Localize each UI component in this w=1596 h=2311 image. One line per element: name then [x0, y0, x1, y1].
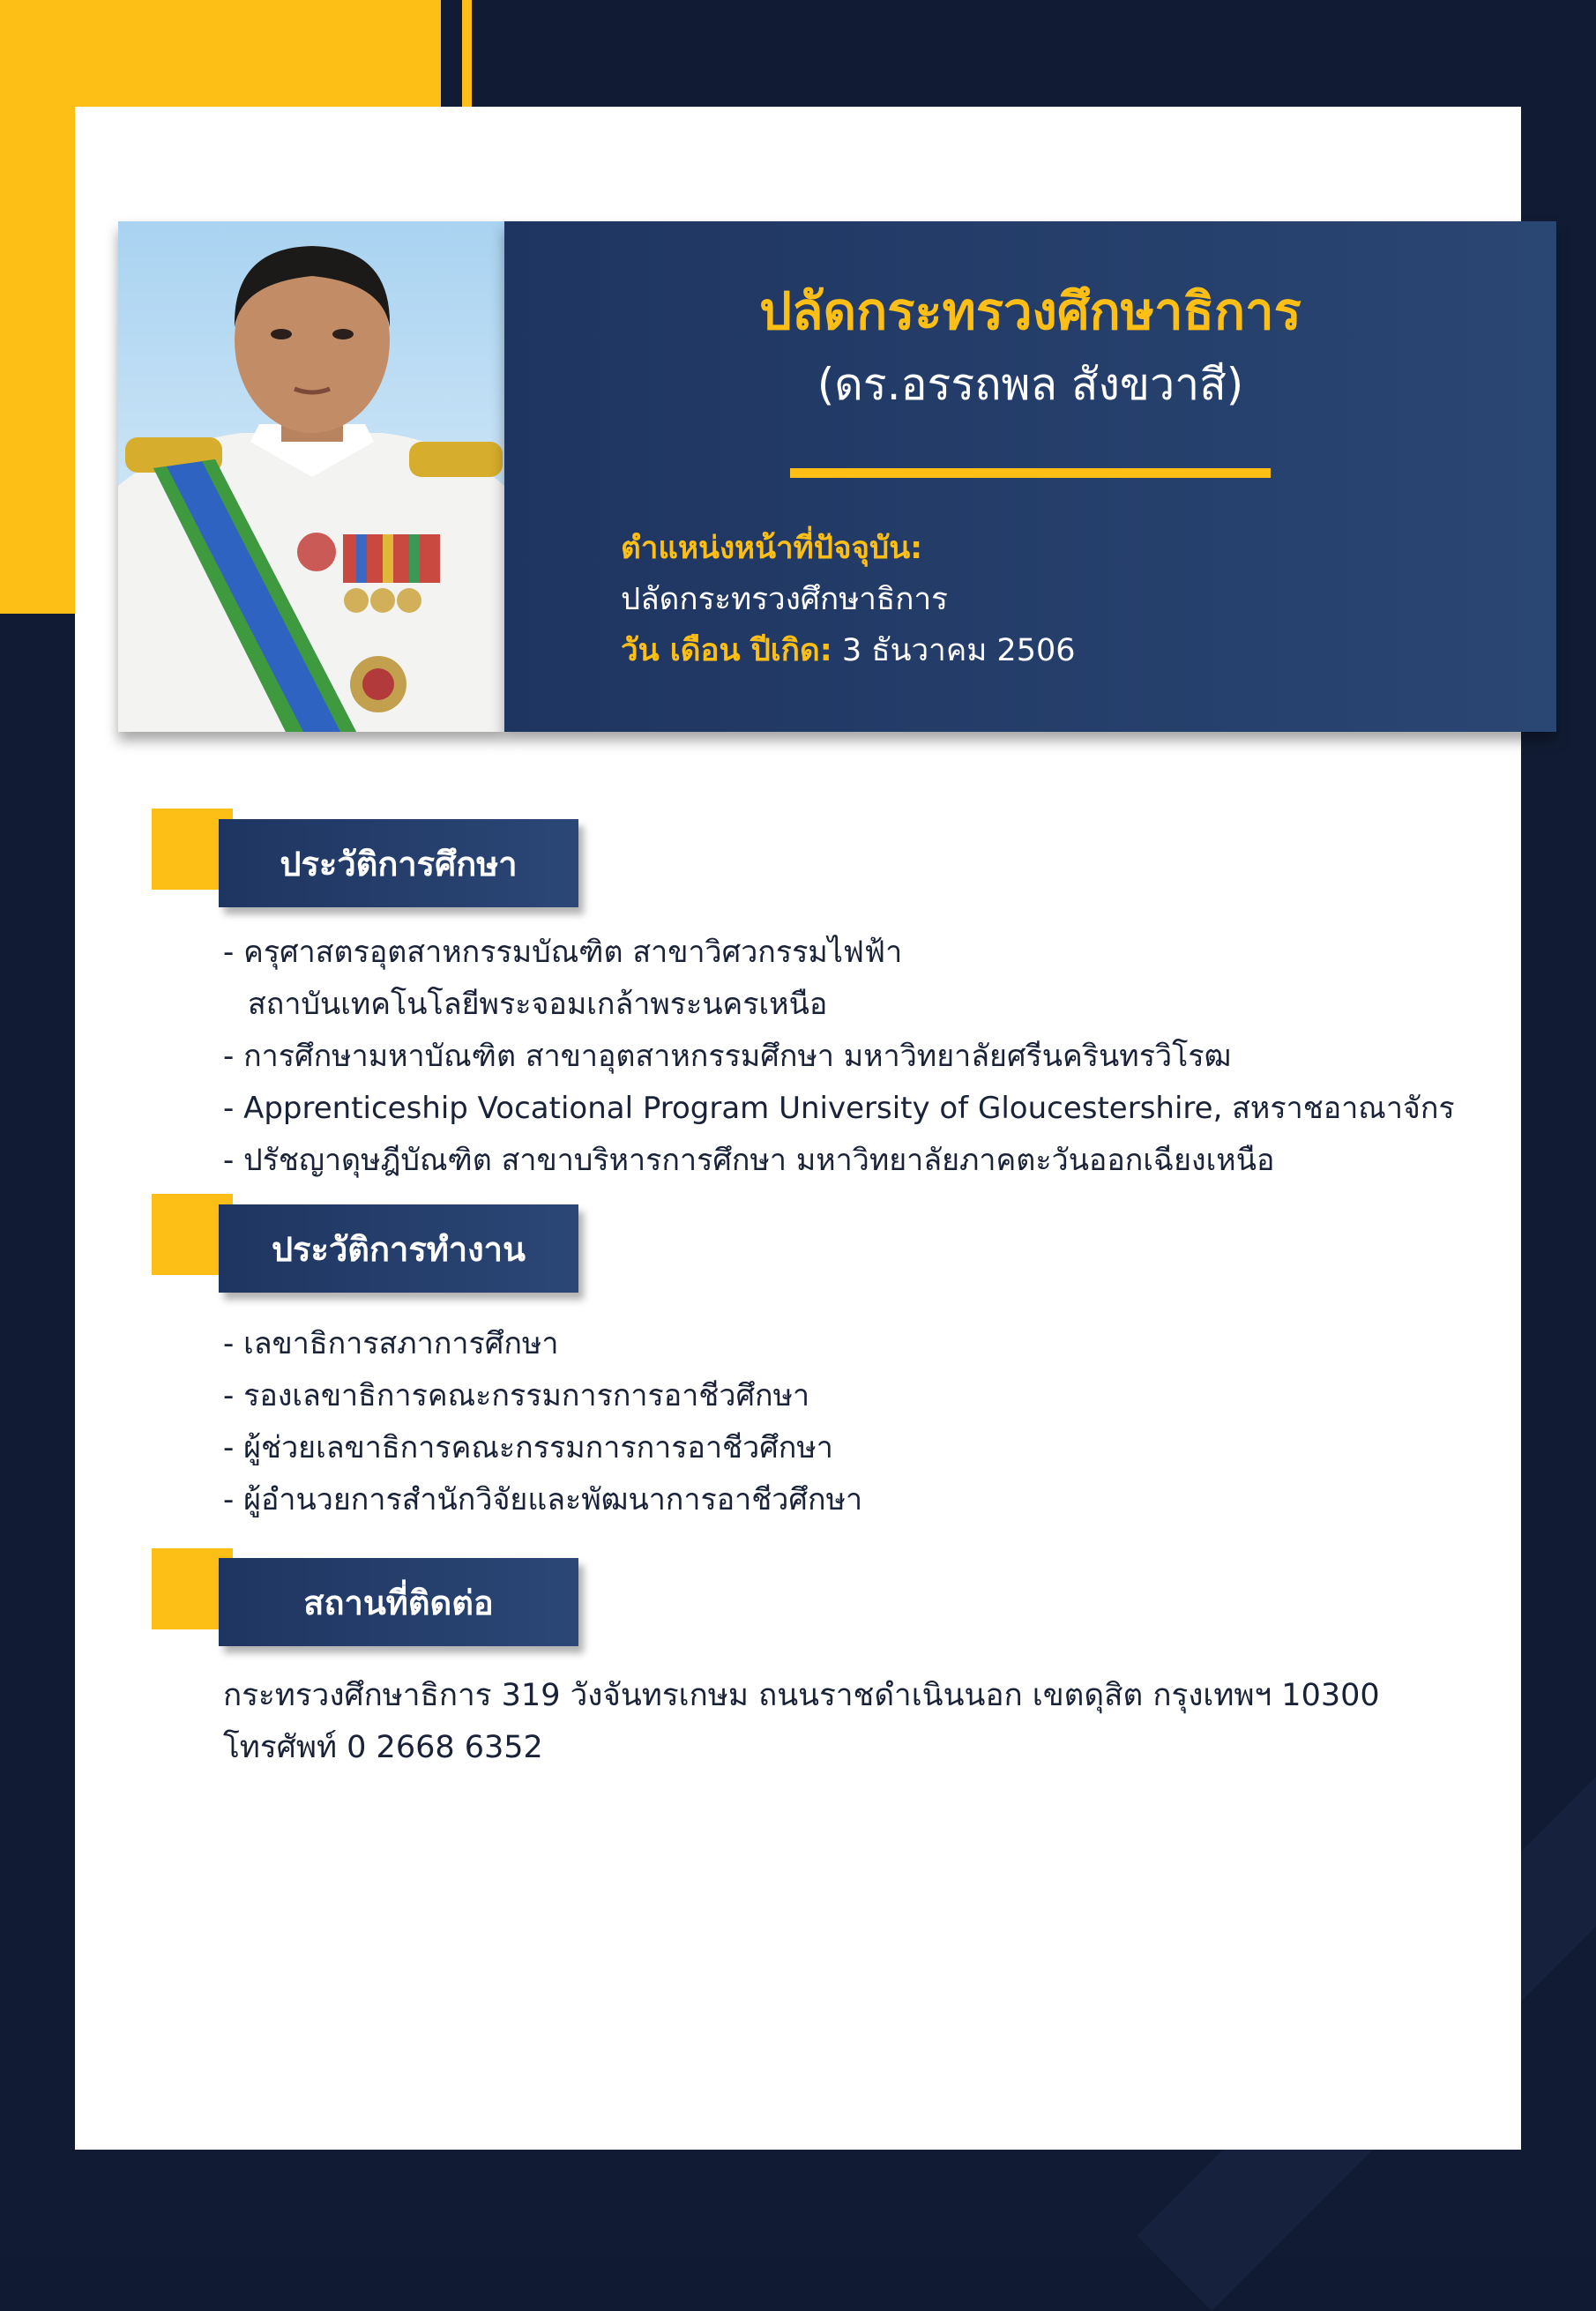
list-item: - ปรัชญาดุษฎีบัณฑิต สาขาบริหารการศึกษา มหาวิทยาลัยภาคตะวันออกเฉียงเหนือ — [223, 1143, 1275, 1178]
position-row — [621, 526, 922, 571]
list-item: สถาบันเทคโนโลยีพระจอมเกล้าพระนครเหนือ — [248, 987, 828, 1022]
position-value: ปลัดกระทรวงศึกษาธิการ — [621, 582, 948, 617]
list-item: - Apprenticeship Vocational Program University of Gloucestershire, สหราชอาณาจักร — [223, 1091, 1455, 1126]
contact-phone: โทรศัพท์ 0 2668 6352 — [223, 1730, 543, 1765]
list-item: - ครุศาสตรอุตสาหกรรมบัณฑิต สาขาวิศวกรรมไฟฟ้า — [223, 935, 903, 970]
list-item: - การศึกษามหาบัณฑิต สาขาอุตสาหกรรมศึกษา มหาวิทยาลัยศรีนครินทรวิโรฒ — [223, 1039, 1232, 1074]
profile-title: ปลัดกระทรวงศึกษาธิการ — [759, 281, 1301, 341]
contact-heading: สถานที่ติดต่อ — [219, 1558, 578, 1646]
contact-address-block — [223, 1670, 1380, 1774]
work-list — [223, 1318, 862, 1526]
position-value-row — [621, 577, 948, 622]
portrait-photo — [118, 221, 504, 732]
birth-value: 3 ธันวาคม 2506 — [841, 633, 1076, 668]
education-list — [223, 927, 1455, 1187]
title-underline — [790, 468, 1271, 478]
list-item: - เลขาธิการสภาการศึกษา — [223, 1326, 559, 1361]
birth-row — [621, 628, 1076, 674]
education-heading: ประวัติการศึกษา — [219, 819, 578, 907]
list-item: - รองเลขาธิการคณะกรรมการการอาชีวศึกษา — [223, 1378, 810, 1413]
list-item: - ผู้ช่วยเลขาธิการคณะกรรมการการอาชีวศึกษา — [223, 1430, 833, 1465]
work-heading: ประวัติการทำงาน — [219, 1204, 578, 1293]
position-label: ตำแหน่งหน้าที่ปัจจุบัน: — [621, 531, 923, 566]
list-item: - ผู้อำนวยการสำนักวิจัยและพัฒนาการอาชีวศึกษา — [223, 1482, 863, 1517]
contact-address: กระทรวงศึกษาธิการ 319 วังจันทรเกษม ถนนราชดำเนินนอก เขตดุสิต กรุงเทพฯ 10300 — [223, 1678, 1380, 1713]
birth-label: วัน เดือน ปีเกิด: — [621, 633, 832, 668]
profile-name: (ดร.อรรถพล สังขวาสี) — [817, 359, 1244, 410]
profile-banner — [504, 221, 1556, 732]
